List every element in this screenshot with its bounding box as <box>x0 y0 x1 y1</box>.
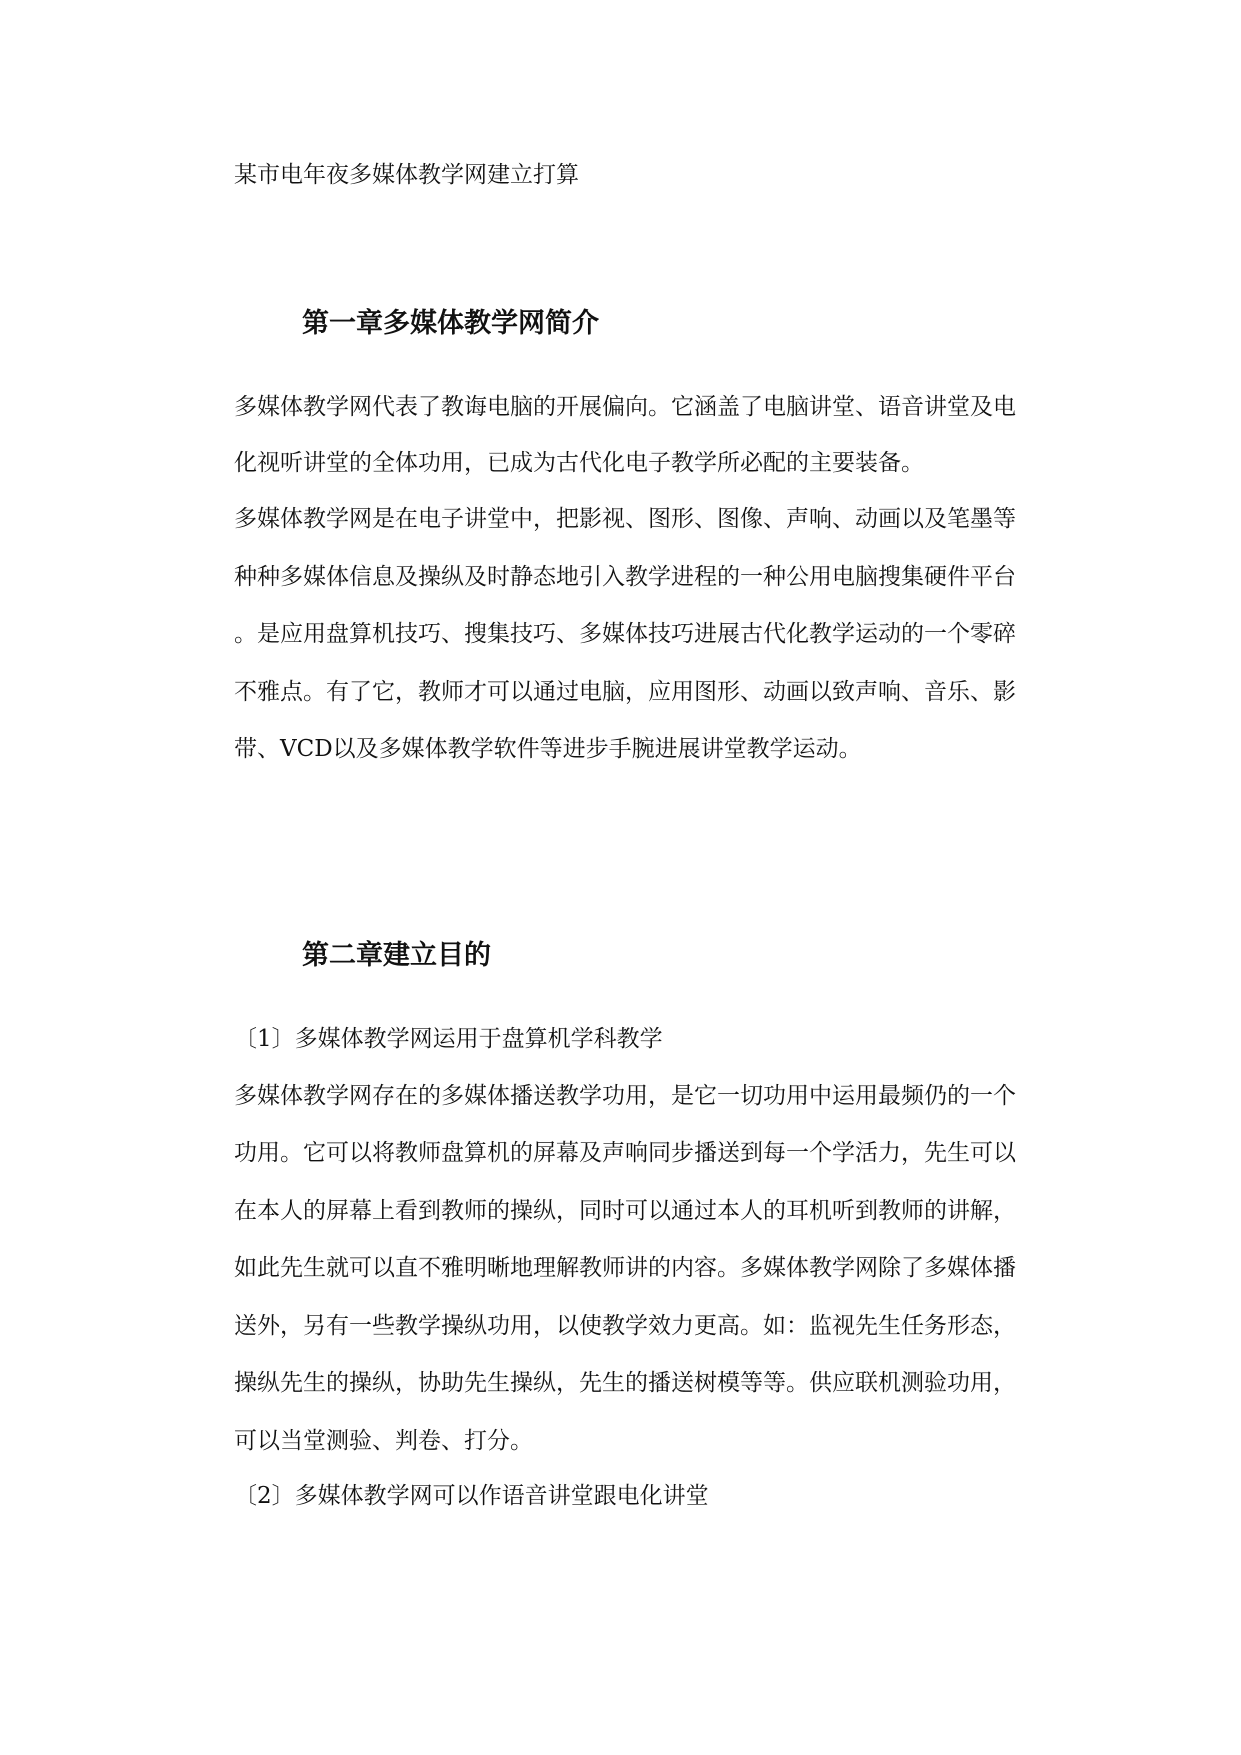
chapter-2-text-line: 〔1〕多媒体教学网运用于盘算机学科教学 <box>234 1026 663 1052</box>
chapter-2-text-line: 如此先生就可以直不雅明晰地理解教师讲的内容。多媒体教学网除了多媒体播 <box>234 1255 1016 1281</box>
chapter-2-text-line: 操纵先生的操纵，协助先生操纵，先生的播送树模等等。供应联机测验功用， <box>234 1370 1016 1396</box>
chapter-1-heading: 第一章多媒体教学网简介 <box>302 308 599 339</box>
chapter-2-heading: 第二章建立目的 <box>302 940 491 971</box>
chapter-2-text-line: 〔2〕多媒体教学网可以作语音讲堂跟电化讲堂 <box>234 1483 709 1509</box>
chapter-1-text-line: 种种多媒体信息及操纵及时静态地引入教学进程的一种公用电脑搜集硬件平台 <box>234 564 1016 590</box>
document-title: 某市电年夜多媒体教学网建立打算 <box>234 162 579 188</box>
chapter-2-text-line: 功用。它可以将教师盘算机的屏幕及声响同步播送到每一个学活力，先生可以 <box>234 1140 1016 1166</box>
chapter-1-text-line: 多媒体教学网代表了教诲电脑的开展偏向。它涵盖了电脑讲堂、语音讲堂及电 <box>234 394 1016 420</box>
chapter-2-text-line: 可以当堂测验、判卷、打分。 <box>234 1428 533 1454</box>
chapter-1-text-line: 化视听讲堂的全体功用，已成为古代化电子教学所必配的主要装备。 <box>234 450 924 476</box>
chapter-2-text-line: 送外，另有一些教学操纵功用，以使教学效力更高。如：监视先生任务形态， <box>234 1313 1016 1339</box>
chapter-1-text-line: 多媒体教学网是在电子讲堂中，把影视、图形、图像、声响、动画以及笔墨等 <box>234 506 1016 532</box>
chapter-1-text-line: 带、VCD以及多媒体教学软件等进步手腕进展讲堂教学运动。 <box>234 736 862 762</box>
chapter-1-text-line: 不雅点。有了它，教师才可以通过电脑，应用图形、动画以致声响、音乐、影 <box>234 679 1016 705</box>
chapter-2-text-line: 多媒体教学网存在的多媒体播送教学功用，是它一切功用中运用最频仍的一个 <box>234 1083 1016 1109</box>
chapter-1-text-line: 。是应用盘算机技巧、搜集技巧、多媒体技巧进展古代化教学运动的一个零碎 <box>234 621 1016 647</box>
chapter-2-text-line: 在本人的屏幕上看到教师的操纵，同时可以通过本人的耳机听到教师的讲解， <box>234 1198 1016 1224</box>
